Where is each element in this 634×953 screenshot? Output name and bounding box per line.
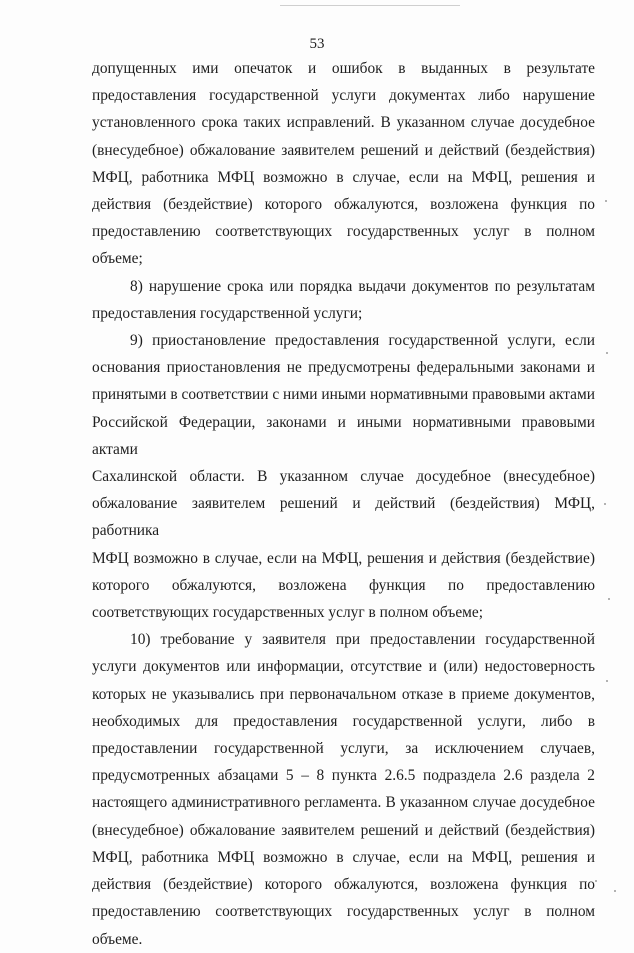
text-line: предусмотренных абзацами 5 – 8 пункта 2.6.5 подраздела 2.6 раздела 2 (92, 767, 595, 785)
text-line: установленного срока таких исправлений. В указанном случае досудебное (92, 114, 595, 132)
scan-speck (606, 680, 608, 682)
text-line: допущенных ими опечаток и ошибок в выданных в результате (92, 60, 595, 77)
text-line: (внесудебное) обжалование заявителем решений и действий (бездействия) (92, 141, 595, 159)
text-line: предоставлении государственной услуги, за исключением случаев, (92, 740, 595, 758)
page-number: 53 (309, 36, 325, 52)
text-line: предоставления государственной услуги документах либо нарушение (92, 87, 595, 105)
text-line: обжалование заявителем решений и действий (бездействия) МФЦ, работника (92, 495, 595, 540)
scan-edge-line (280, 5, 460, 6)
text-line: 10) требование у заявителя при предоставлении государственной (130, 631, 595, 649)
text-line: Российской Федерации, законами и иными нормативными правовыми актами (92, 413, 595, 458)
text-line: МФЦ, работника МФЦ возможно в случае, если на МФЦ, решения и (92, 848, 595, 866)
text-line: услуги документов или информации, отсутствие и (или) недостоверность (92, 658, 595, 676)
text-line: действия (бездействие) которого обжалуются, возложена функция по (92, 876, 595, 894)
document-body (92, 55, 595, 953)
scan-speck (604, 503, 606, 505)
text-line: МФЦ возможно в случае, если на МФЦ, решения и действия (бездействие) (92, 549, 595, 567)
text-line: действия (бездействие) которого обжалуются, возложена функция по (92, 196, 595, 214)
scan-speck (606, 352, 608, 354)
scan-speck (608, 598, 610, 600)
text-line: основания приостановления не предусмотрены федеральными законами и (92, 359, 595, 377)
text-line: соответствующих государственных услуг в полном объеме; (92, 604, 484, 622)
scan-speck (614, 890, 616, 892)
text-line: 8) нарушение срока или порядка выдачи документов по результатам (130, 277, 595, 295)
text-line: предоставлению соответствующих государственных услуг в полном объеме; (92, 223, 595, 268)
scan-speck (595, 880, 597, 882)
text-line: принятыми в соответствии с ними иными нормативными правовыми актами (92, 386, 595, 404)
text-line: необходимых для предоставления государственной услуги, либо в (92, 712, 595, 730)
text-line: настоящего административного регламента. В указанном случае досудебное (92, 794, 595, 812)
text-line: предоставления государственной услуги; (92, 304, 363, 322)
text-line: предоставлению соответствующих государственных услуг в полном объеме. (92, 903, 595, 948)
text-line: которого обжалуются, возложена функция по предоставлению (92, 576, 595, 594)
text-line: Сахалинской области. В указанном случае досудебное (внесудебное) (92, 468, 595, 486)
text-line: 9) приостановление предоставления государственной услуги, если (130, 332, 595, 350)
text-line: которых не указывались при первоначальном отказе в приеме документов, (92, 685, 595, 703)
scan-speck (605, 200, 607, 202)
text-line: (внесудебное) обжалование заявителем решений и действий (бездействия) (92, 821, 595, 839)
text-line: МФЦ, работника МФЦ возможно в случае, если на МФЦ, решения и (92, 168, 595, 186)
